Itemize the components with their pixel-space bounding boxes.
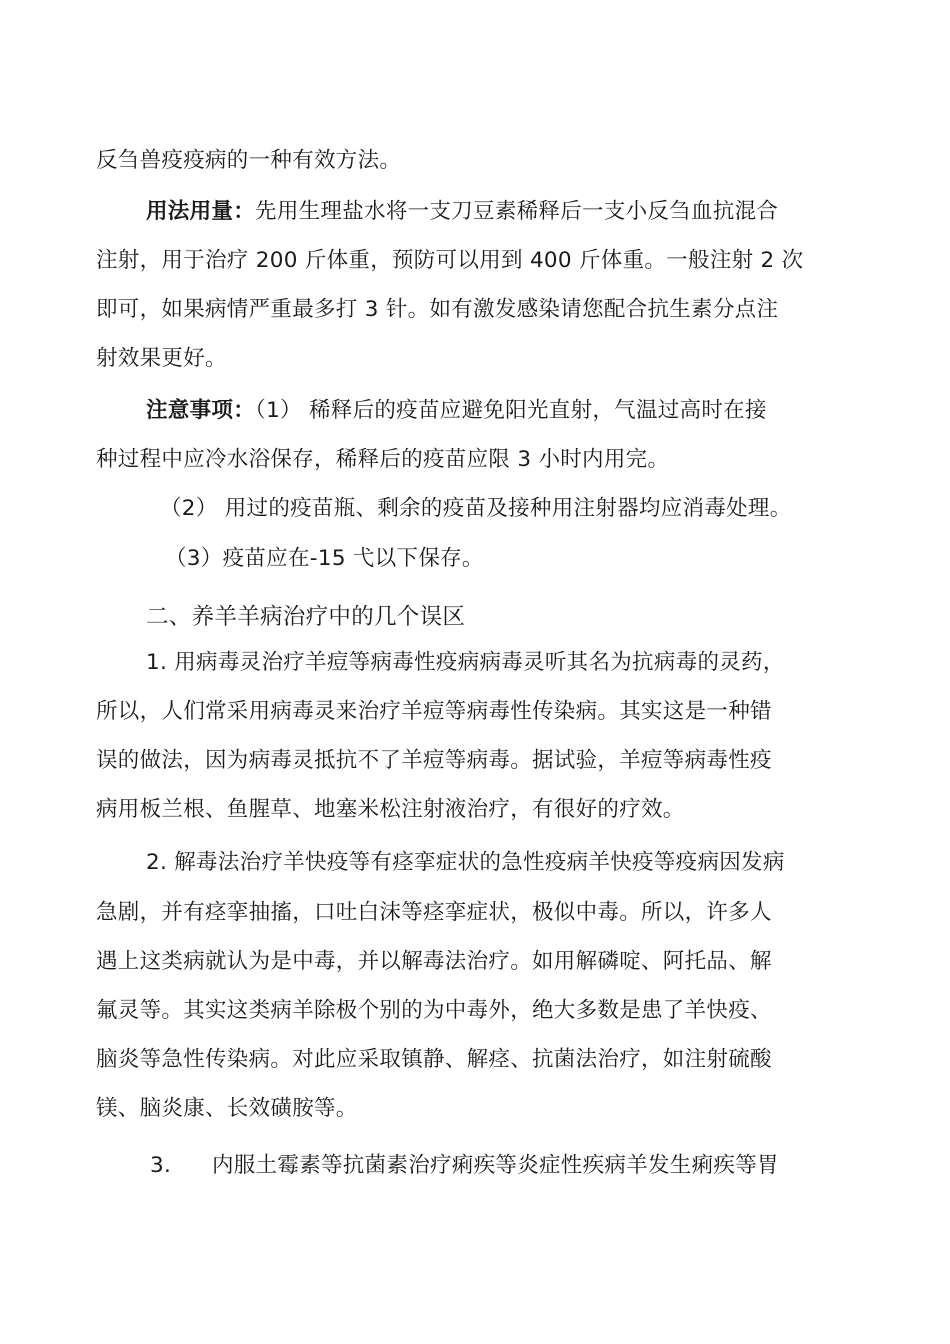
text-line: 射效果更好。 (96, 346, 227, 371)
text-line: （3）疫苗应在-15 弋以下保存。 (165, 546, 484, 571)
text-line: 所以，人们常采用病毒灵来治疗羊痘等病毒性传染病。其实这是一种错 (96, 699, 772, 724)
text-span: （1） 稀释后的疫苗应避免阳光直射，气温过高时在接 (255, 398, 767, 423)
text-line: 病用板兰根、鱼腥草、地塞米松注射液治疗，有很好的疗效。 (96, 797, 685, 822)
text-line: 注射，用于治疗 200 斤体重，预防可以用到 400 斤体重。一般注射 2 次 (96, 248, 804, 273)
section-heading: 二、养羊羊病治疗中的几个误区 (146, 604, 466, 630)
text-line (146, 197, 778, 227)
usage-label: 用法用量： (146, 199, 256, 224)
text-line: 1. 用病毒灵治疗羊痘等病毒性疫病病毒灵听其名为抗病毒的灵药， (146, 650, 785, 675)
list-number: 3. (150, 1153, 172, 1178)
text-line: 内服土霉素等抗菌素治疗痢疾等炎症性疾病羊发生痢疾等胃 (212, 1153, 779, 1178)
text-line: （2） 用过的疫苗瓶、剩余的疫苗及接种用注射器均应消毒处理。 (160, 496, 792, 521)
text-line: 2. 解毒法治疗羊快疫等有痉挛症状的急性疫病羊快疫等疫病因发病 (146, 850, 785, 875)
text-line: 急剧，并有痉挛抽搐，口吐白沫等痉挛症状，极似中毒。所以，许多人 (96, 900, 772, 925)
text-line: 即可，如果病情严重最多打 3 针。如有激发感染请您配合抗生素分点注 (96, 297, 779, 322)
text-line: 种过程中应冷水浴保存，稀释后的疫苗应限 3 小时内用完。 (96, 447, 670, 472)
text-line: 遇上这类病就认为是中毒，并以解毒法治疗。如用解磷啶、阿托品、解 (96, 949, 772, 974)
text-line: 反刍兽疫疫病的一种有效方法。 (96, 148, 402, 173)
text-line: 误的做法，因为病毒灵抵抗不了羊痘等病毒。据试验，羊痘等病毒性疫 (96, 748, 772, 773)
notes-label: 注意事项： (146, 398, 256, 423)
text-line: 氟灵等。其实这类病羊除极个别的为中毒外，绝大多数是患了羊快疫、 (96, 998, 772, 1023)
text-line: 脑炎等急性传染病。对此应采取镇静、解痉、抗菌法治疗，如注射硫酸 (96, 1047, 772, 1072)
text-line (146, 396, 767, 426)
text-line: 镁、脑炎康、长效磺胺等。 (96, 1096, 358, 1121)
text-span: 先用生理盐水将一支刀豆素稀释后一支小反刍血抗混合 (255, 199, 779, 224)
